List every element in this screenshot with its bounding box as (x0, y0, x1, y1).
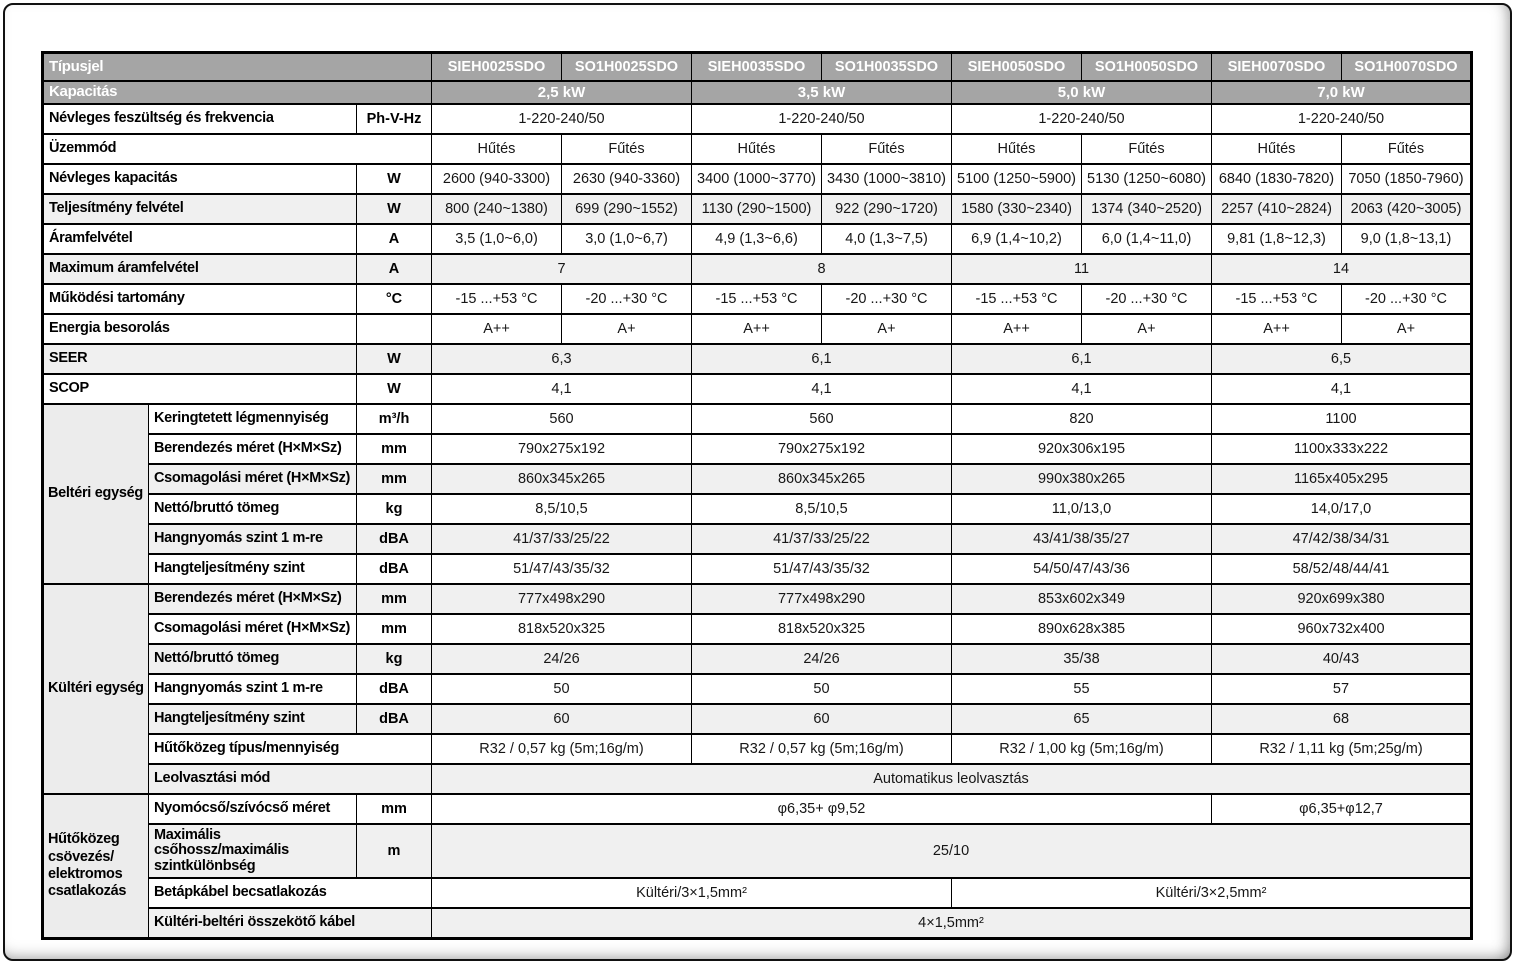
value-cell: 6,5 (1212, 344, 1472, 374)
value-cell: 4×1,5mm² (432, 908, 1472, 939)
model-header-cell: 3,5 kW (692, 81, 952, 104)
value-cell: 7 (432, 254, 692, 284)
value-cell: 5130 (1250~6080) (1082, 164, 1212, 194)
model-header-cell: SO1H0035SDO (822, 53, 952, 82)
value-cell: 9,81 (1,8~12,3) (1212, 224, 1342, 254)
value-cell: 922 (290~1720) (822, 194, 952, 224)
value-cell: 1100 (1212, 404, 1472, 434)
value-cell: -20 ...+30 °C (1082, 284, 1212, 314)
unit-cell: dBA (357, 704, 432, 734)
value-cell: 818x520x325 (432, 614, 692, 644)
value-cell: R32 / 1,11 kg (5m;25g/m) (1212, 734, 1472, 764)
value-cell: 41/37/33/25/22 (432, 524, 692, 554)
unit-cell: dBA (357, 524, 432, 554)
value-cell: 3400 (1000~3770) (692, 164, 822, 194)
row-label: Teljesítmény felvétel (43, 194, 357, 224)
value-cell: 3,0 (1,0~6,7) (562, 224, 692, 254)
model-header-cell: 2,5 kW (432, 81, 692, 104)
model-header-cell: SO1H0025SDO (562, 53, 692, 82)
value-cell: 4,1 (432, 374, 692, 404)
value-cell: 860x345x265 (692, 464, 952, 494)
value-cell: A++ (1212, 314, 1342, 344)
value-cell: 6,0 (1,4~11,0) (1082, 224, 1212, 254)
value-cell: A+ (1342, 314, 1472, 344)
value-cell: 790x275x192 (692, 434, 952, 464)
table-row (43, 134, 1472, 164)
value-cell: 40/43 (1212, 644, 1472, 674)
value-cell: φ6,35+ φ9,52 (432, 794, 1212, 824)
value-cell: 990x380x265 (952, 464, 1212, 494)
value-cell: A+ (1082, 314, 1212, 344)
table-row (43, 284, 1472, 314)
table-row (43, 104, 1472, 134)
value-cell: Fűtés (1342, 134, 1472, 164)
value-cell: 54/50/47/43/36 (952, 554, 1212, 584)
value-cell: 43/41/38/35/27 (952, 524, 1212, 554)
table-row (43, 224, 1472, 254)
row-label: Hűtőközeg típus/mennyiség (149, 734, 432, 764)
value-cell: R32 / 1,00 kg (5m;16g/m) (952, 734, 1212, 764)
value-cell: -15 ...+53 °C (1212, 284, 1342, 314)
value-cell: A++ (952, 314, 1082, 344)
value-cell: Fűtés (1082, 134, 1212, 164)
row-label: Működési tartomány (43, 284, 357, 314)
model-header-cell: SIEH0025SDO (432, 53, 562, 82)
row-label: Csomagolási méret (H×M×Sz) (149, 614, 357, 644)
table-row (43, 53, 1472, 82)
row-label: Nettó/bruttó tömeg (149, 644, 357, 674)
value-cell: Hűtés (952, 134, 1082, 164)
row-label: Nettó/bruttó tömeg (149, 494, 357, 524)
table-row (43, 908, 1472, 939)
unit-cell: mm (357, 434, 432, 464)
table-row (43, 404, 1472, 434)
unit-cell: kg (357, 644, 432, 674)
unit-cell: A (357, 224, 432, 254)
value-cell: 920x306x195 (952, 434, 1212, 464)
table-row (43, 524, 1472, 554)
value-cell: -20 ...+30 °C (822, 284, 952, 314)
value-cell: 7050 (1850-7960) (1342, 164, 1472, 194)
unit-cell: W (357, 194, 432, 224)
value-cell: 1130 (290~1500) (692, 194, 822, 224)
row-label: Berendezés méret (H×M×Sz) (149, 434, 357, 464)
value-cell: Kültéri/3×2,5mm² (952, 878, 1472, 908)
value-cell: 960x732x400 (1212, 614, 1472, 644)
value-cell: 6840 (1830-7820) (1212, 164, 1342, 194)
value-cell: 2063 (420~3005) (1342, 194, 1472, 224)
table-row (43, 584, 1472, 614)
section-label: Beltéri egység (43, 404, 149, 584)
row-label: Névleges kapacitás (43, 164, 357, 194)
value-cell: 777x498x290 (432, 584, 692, 614)
value-cell: 890x628x385 (952, 614, 1212, 644)
value-cell: 41/37/33/25/22 (692, 524, 952, 554)
value-cell: 14 (1212, 254, 1472, 284)
spec-table-body (43, 53, 1472, 939)
table-row (43, 644, 1472, 674)
row-label: Maximális csőhossz/maximális szintkülönbség (149, 824, 357, 878)
value-cell: 920x699x380 (1212, 584, 1472, 614)
row-label: Maximum áramfelvétel (43, 254, 357, 284)
value-cell: 4,0 (1,3~7,5) (822, 224, 952, 254)
value-cell: 853x602x349 (952, 584, 1212, 614)
value-cell: 24/26 (692, 644, 952, 674)
row-label: Csomagolási méret (H×M×Sz) (149, 464, 357, 494)
value-cell: 699 (290~1552) (562, 194, 692, 224)
value-cell: 2257 (410~2824) (1212, 194, 1342, 224)
table-row (43, 614, 1472, 644)
value-cell: 777x498x290 (692, 584, 952, 614)
value-cell: A+ (822, 314, 952, 344)
table-row (43, 554, 1472, 584)
model-header-cell: SIEH0050SDO (952, 53, 1082, 82)
value-cell: Automatikus leolvasztás (432, 764, 1472, 794)
table-row (43, 464, 1472, 494)
row-label: Hangnyomás szint 1 m-re (149, 674, 357, 704)
value-cell: φ6,35+φ12,7 (1212, 794, 1472, 824)
value-cell: 8,5/10,5 (692, 494, 952, 524)
row-label: SEER (43, 344, 357, 374)
value-cell: -20 ...+30 °C (1342, 284, 1472, 314)
value-cell: 9,0 (1,8~13,1) (1342, 224, 1472, 254)
row-label: Hangnyomás szint 1 m-re (149, 524, 357, 554)
table-row (43, 878, 1472, 908)
value-cell: 51/47/43/35/32 (692, 554, 952, 584)
value-cell: 818x520x325 (692, 614, 952, 644)
row-label: Névleges feszültség és frekvencia (43, 104, 357, 134)
table-row (43, 314, 1472, 344)
value-cell: 2600 (940-3300) (432, 164, 562, 194)
table-row (43, 194, 1472, 224)
table-row (43, 704, 1472, 734)
unit-cell: dBA (357, 554, 432, 584)
value-cell: 50 (692, 674, 952, 704)
value-cell: 4,1 (952, 374, 1212, 404)
value-cell: 6,1 (952, 344, 1212, 374)
page-frame (3, 3, 1512, 961)
value-cell: 57 (1212, 674, 1472, 704)
model-header-cell: SIEH0035SDO (692, 53, 822, 82)
value-cell: 25/10 (432, 824, 1472, 878)
value-cell: 1100x333x222 (1212, 434, 1472, 464)
model-header-cell: SO1H0050SDO (1082, 53, 1212, 82)
model-header-cell: 7,0 kW (1212, 81, 1472, 104)
table-row (43, 254, 1472, 284)
value-cell: 6,1 (692, 344, 952, 374)
table-row (43, 164, 1472, 194)
model-header-cell: SO1H0070SDO (1342, 53, 1472, 82)
unit-cell: W (357, 374, 432, 404)
unit-cell: dBA (357, 674, 432, 704)
value-cell: Hűtés (1212, 134, 1342, 164)
unit-cell: m³/h (357, 404, 432, 434)
model-header-cell: SIEH0070SDO (1212, 53, 1342, 82)
unit-cell: °C (357, 284, 432, 314)
value-cell: Fűtés (562, 134, 692, 164)
value-cell: 5100 (1250~5900) (952, 164, 1082, 194)
row-label: Betápkábel becsatlakozás (149, 878, 432, 908)
value-cell: 14,0/17,0 (1212, 494, 1472, 524)
value-cell: 58/52/48/44/41 (1212, 554, 1472, 584)
value-cell: 1-220-240/50 (952, 104, 1212, 134)
value-cell: 47/42/38/34/31 (1212, 524, 1472, 554)
section-label: Hűtőközeg csövezés/ elektromos csatlakozás (43, 794, 149, 939)
table-row (43, 494, 1472, 524)
value-cell: 8 (692, 254, 952, 284)
table-row (43, 824, 1472, 878)
value-cell: 68 (1212, 704, 1472, 734)
value-cell: 35/38 (952, 644, 1212, 674)
spec-table (41, 51, 1473, 940)
row-label: Kültéri-beltéri összekötő kábel (149, 908, 432, 939)
unit-cell: m (357, 824, 432, 878)
value-cell: R32 / 0,57 kg (5m;16g/m) (692, 734, 952, 764)
value-cell: 6,9 (1,4~10,2) (952, 224, 1082, 254)
row-label: Leolvasztási mód (149, 764, 432, 794)
value-cell: -20 ...+30 °C (562, 284, 692, 314)
value-cell: -15 ...+53 °C (952, 284, 1082, 314)
unit-cell: mm (357, 464, 432, 494)
value-cell: 50 (432, 674, 692, 704)
row-label: Üzemmód (43, 134, 432, 164)
value-cell: 4,1 (1212, 374, 1472, 404)
unit-cell: mm (357, 794, 432, 824)
value-cell: 11,0/13,0 (952, 494, 1212, 524)
value-cell: Hűtés (692, 134, 822, 164)
value-cell: A+ (562, 314, 692, 344)
value-cell: A++ (432, 314, 562, 344)
value-cell: 2630 (940-3360) (562, 164, 692, 194)
value-cell: 11 (952, 254, 1212, 284)
value-cell: 860x345x265 (432, 464, 692, 494)
value-cell: 6,3 (432, 344, 692, 374)
unit-cell: mm (357, 614, 432, 644)
row-label: Típusjel (43, 53, 432, 82)
value-cell: 4,9 (1,3~6,6) (692, 224, 822, 254)
table-row (43, 374, 1472, 404)
value-cell: 1580 (330~2340) (952, 194, 1082, 224)
row-label: Hangteljesítmény szint (149, 704, 357, 734)
unit-cell: A (357, 254, 432, 284)
value-cell: 51/47/43/35/32 (432, 554, 692, 584)
value-cell: 560 (692, 404, 952, 434)
value-cell: 820 (952, 404, 1212, 434)
unit-cell: Ph-V-Hz (357, 104, 432, 134)
row-label: Berendezés méret (H×M×Sz) (149, 584, 357, 614)
value-cell: Fűtés (822, 134, 952, 164)
value-cell: 60 (692, 704, 952, 734)
value-cell: 3,5 (1,0~6,0) (432, 224, 562, 254)
value-cell: 800 (240~1380) (432, 194, 562, 224)
table-row (43, 674, 1472, 704)
value-cell: Hűtés (432, 134, 562, 164)
row-label: SCOP (43, 374, 357, 404)
value-cell: R32 / 0,57 kg (5m;16g/m) (432, 734, 692, 764)
value-cell: 790x275x192 (432, 434, 692, 464)
value-cell: 1-220-240/50 (692, 104, 952, 134)
value-cell: 3430 (1000~3810) (822, 164, 952, 194)
unit-cell: mm (357, 584, 432, 614)
row-label: Nyomócső/szívócső méret (149, 794, 357, 824)
row-label: Keringtetett légmennyiség (149, 404, 357, 434)
value-cell: 60 (432, 704, 692, 734)
value-cell: 560 (432, 404, 692, 434)
value-cell: Kültéri/3×1,5mm² (432, 878, 952, 908)
table-row (43, 344, 1472, 374)
table-row (43, 81, 1472, 104)
value-cell: -15 ...+53 °C (692, 284, 822, 314)
table-row (43, 734, 1472, 764)
row-label: Hangteljesítmény szint (149, 554, 357, 584)
row-label: Áramfelvétel (43, 224, 357, 254)
value-cell: -15 ...+53 °C (432, 284, 562, 314)
value-cell: A++ (692, 314, 822, 344)
unit-cell: W (357, 344, 432, 374)
table-row (43, 764, 1472, 794)
unit-cell (357, 314, 432, 344)
unit-cell: W (357, 164, 432, 194)
value-cell: 1374 (340~2520) (1082, 194, 1212, 224)
value-cell: 1-220-240/50 (1212, 104, 1472, 134)
value-cell: 4,1 (692, 374, 952, 404)
value-cell: 65 (952, 704, 1212, 734)
value-cell: 55 (952, 674, 1212, 704)
value-cell: 24/26 (432, 644, 692, 674)
table-row (43, 794, 1472, 824)
model-header-cell: 5,0 kW (952, 81, 1212, 104)
unit-cell: kg (357, 494, 432, 524)
section-label: Kültéri egység (43, 584, 149, 794)
value-cell: 1165x405x295 (1212, 464, 1472, 494)
value-cell: 8,5/10,5 (432, 494, 692, 524)
table-row (43, 434, 1472, 464)
row-label: Kapacitás (43, 81, 432, 104)
row-label: Energia besorolás (43, 314, 357, 344)
value-cell: 1-220-240/50 (432, 104, 692, 134)
